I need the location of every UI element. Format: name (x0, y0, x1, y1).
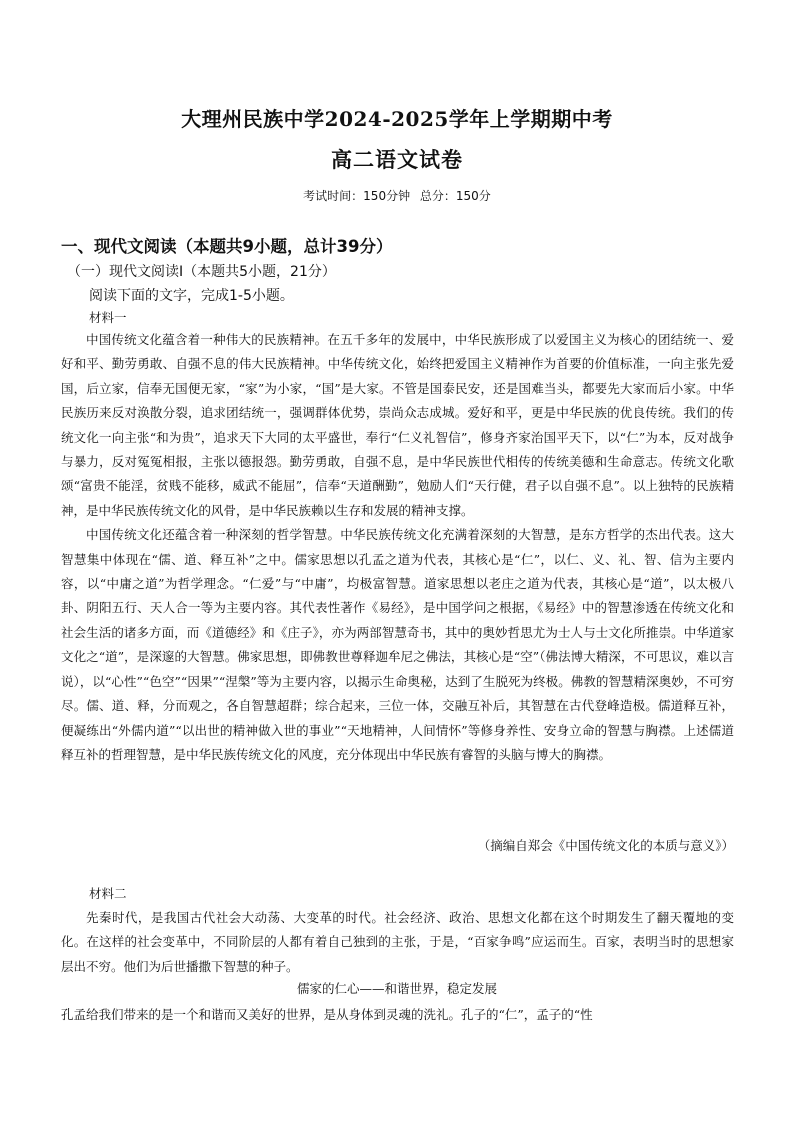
reading-instruction: 阅读下面的文字，完成1-5小题。 (89, 288, 294, 304)
material-1-label: 材料一 (89, 310, 127, 325)
exam-time: 考试时间：150分钟 (303, 189, 411, 203)
section-heading: 一、现代文阅读（本题共9小题，总计39分） (61, 237, 393, 256)
subsection-heading: （一）现代文阅读Ⅰ（本题共5小题，21分） (67, 264, 336, 280)
exam-meta (0, 187, 794, 204)
material-2-label: 材料二 (89, 886, 127, 901)
material-1-source: （摘编自郑会《中国传统文化的本质与意义》） (477, 838, 734, 853)
material-2-paragraph: 先秦时代，是我国古代社会大动荡、大变革的时代。社会经济、政治、思想文化都在这个时期发生了翻天覆地的变化。在这样的社会变革中，不同阶层的人都有着自己独到的主张，于是，“百家争鸣”应运而生。百家，表明当时的思想家层出不穷。他们为后世播撒下智慧的种子。 (61, 910, 734, 974)
material-1-body (61, 328, 734, 767)
material-2-paragraph: 孔孟给我们带来的是一个和谐而又美好的世界，是从身体到灵魂的洗礼。孔子的“仁”，孟子的“性 (61, 1007, 593, 1022)
school-exam-title: 大理州民族中学2024-2025学年上学期期中考 (181, 107, 613, 131)
exam-total-score: 总分：150分 (419, 189, 491, 203)
exam-subject-title: 高二语文试卷 (331, 147, 463, 172)
material-2-body-continued (61, 1003, 734, 1027)
material-1-paragraph: 中国传统文化还蕴含着一种深刻的哲学智慧。中华民族传统文化充满着深刻的大智慧，是东方哲学的杰出代表。这大智慧集中体现在“儒、道、释互补”之中。儒家思想以孔孟之道为代表，其核心是“仁”，以仁、义、礼、智、信为主要内容，以“中庸之道”为哲学理念。“仁爱”与“中庸”，均极富智慧。道家思想以老庄之道为代表，其核心是“道”，以太极八卦、阴阳五行、天人合一等为主要内容。其代表性著作《易经》，是中国学问之根据，《易经》中的智慧渗透在传统文化和社会生活的诸多方面，而《道德经》和《庄子》，亦为两部智慧奇书，其中的奥妙哲思尤为士人与士文化所推崇。中华道家文化之“道”，是深邃的大智慧。佛家思想，即佛教世尊释迦牟尼之佛法，其核心是“空”（佛法博大精深，不可思议，难以言说），以“心性”“色空”“因果”“涅槃”等为主要内容，以揭示生命奥秘，达到了生脱死为终极。佛教的智慧精深奥妙，不可穷尽。儒、道、释，分而观之，各自智慧超群；综合起来，三位一体，交融互补后，其智慧在古代登峰造极。儒道释互补，便凝练出“外儒内道”“以出世的精神做入世的事业”“天地精神，人间情怀”等修身养性、安身立命的智慧与胸襟。上述儒道释互补的哲理智慧，是中华民族传统文化的风度，充分体现出中华民族有睿智的头脑与博大的胸襟。 (61, 527, 734, 762)
material-1-paragraph: 中国传统文化蕴含着一种伟大的民族精神。在五千多年的发展中，中华民族形成了以爱国主义为核心的团结统一、爱好和平、勤劳勇敢、自强不息的伟大民族精神。中华传统文化，始终把爱国主义精神作为首要的价值标准，一向主张先爱国，后立家，信奉无国便无家，“家”为小家，“国”是大家。不管是国泰民安，还是国难当头，都要先大家而后小家。中华民族历来反对涣散分裂，追求团结统一，强调群体优势，崇尚众志成城。爱好和平，更是中华民族的优良传统。我们的传统文化一向主张“和为贵”，追求天下大同的太平盛世，奉行“仁义礼智信”，修身齐家治国平天下，以“仁”为本，反对战争与暴力，反对冤冤相报，主张以德报怨。勤劳勇敢，自强不息，是中华民族世代相传的传统美德和生命意志。传统文化歌颂“富贵不能淫，贫贱不能移，威武不能屈”，信奉“天道酬勤”，勉励人们“天行健，君子以自强不息”。以上独特的民族精神，是中华民族传统文化的风骨，是中华民族赖以生存和发展的精神支撑。 (61, 332, 734, 518)
material-2-body (61, 906, 734, 979)
material-2-subheading: 儒家的仁心——和谐世界，稳定发展 (296, 981, 497, 996)
